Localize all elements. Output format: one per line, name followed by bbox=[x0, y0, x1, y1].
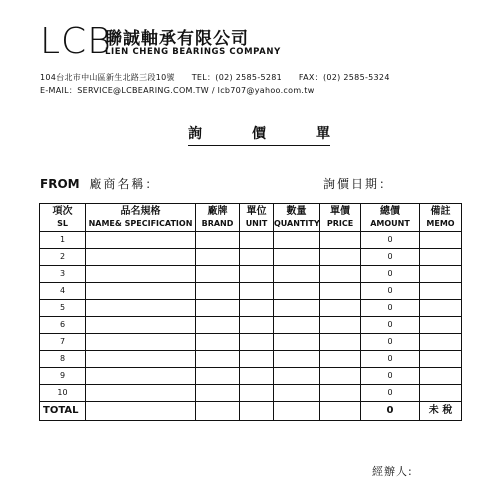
row-memo[interactable] bbox=[420, 385, 462, 402]
row-price[interactable] bbox=[320, 283, 361, 300]
row-name-spec[interactable] bbox=[86, 283, 196, 300]
row-quantity[interactable] bbox=[274, 266, 320, 283]
row-price[interactable] bbox=[320, 317, 361, 334]
col-header-name: 品名規格 NAME& SPECIFICATION bbox=[86, 204, 196, 232]
row-memo[interactable] bbox=[420, 300, 462, 317]
row-quantity[interactable] bbox=[274, 283, 320, 300]
row-brand[interactable] bbox=[196, 368, 240, 385]
row-memo[interactable] bbox=[420, 266, 462, 283]
total-amount: 0 bbox=[361, 402, 420, 421]
table-row bbox=[40, 300, 462, 317]
inquiry-date-label: 詢價日期： bbox=[323, 177, 394, 191]
row-price[interactable] bbox=[320, 300, 361, 317]
row-price[interactable] bbox=[320, 368, 361, 385]
email-line: E-MAIL：SERVICE@LCBEARING.COM.TW / lcb707@yahoo.com.tw bbox=[40, 86, 315, 95]
fax-text: FAX：(02) 2585-5324 bbox=[298, 73, 390, 82]
total-label: TOTAL bbox=[40, 402, 86, 421]
table-row bbox=[40, 249, 462, 266]
row-memo[interactable] bbox=[420, 283, 462, 300]
row-quantity[interactable] bbox=[274, 385, 320, 402]
total-memo: 未 稅 bbox=[420, 402, 462, 421]
row-unit[interactable] bbox=[240, 351, 274, 368]
col-header-amount: 總價 AMOUNT bbox=[361, 204, 420, 232]
tel-text: TEL：(02) 2585-5281 bbox=[191, 73, 283, 82]
row-amount: 0 bbox=[361, 351, 420, 368]
row-sl: 1 bbox=[40, 232, 86, 249]
row-unit[interactable] bbox=[240, 317, 274, 334]
table-row bbox=[40, 351, 462, 368]
row-amount: 0 bbox=[361, 283, 420, 300]
row-price[interactable] bbox=[320, 351, 361, 368]
table-row bbox=[40, 283, 462, 300]
row-price[interactable] bbox=[320, 249, 361, 266]
total-cell[interactable] bbox=[196, 402, 240, 421]
row-quantity[interactable] bbox=[274, 300, 320, 317]
title-char: 價 bbox=[252, 126, 266, 142]
col-header-brand: 廠牌 BRAND bbox=[196, 204, 240, 232]
vendor-name-label: 廠商名稱： bbox=[89, 177, 160, 191]
row-sl: 4 bbox=[40, 283, 86, 300]
total-cell[interactable] bbox=[320, 402, 361, 421]
col-header-memo: 備註 MEMO bbox=[420, 204, 462, 232]
row-sl: 8 bbox=[40, 351, 86, 368]
row-name-spec[interactable] bbox=[86, 300, 196, 317]
contact-line bbox=[40, 72, 404, 83]
total-cell[interactable] bbox=[274, 402, 320, 421]
row-sl: 6 bbox=[40, 317, 86, 334]
table-row bbox=[40, 266, 462, 283]
row-name-spec[interactable] bbox=[86, 385, 196, 402]
row-brand[interactable] bbox=[196, 232, 240, 249]
row-unit[interactable] bbox=[240, 283, 274, 300]
total-cell[interactable] bbox=[86, 402, 196, 421]
row-name-spec[interactable] bbox=[86, 232, 196, 249]
table-row bbox=[40, 232, 462, 249]
row-brand[interactable] bbox=[196, 385, 240, 402]
col-header-sl: 項次 SL bbox=[40, 204, 86, 232]
row-unit[interactable] bbox=[240, 266, 274, 283]
row-sl: 9 bbox=[40, 368, 86, 385]
row-name-spec[interactable] bbox=[86, 351, 196, 368]
title-char: 詢 bbox=[188, 126, 202, 142]
col-header-quantity: 數量 QUANTITY bbox=[274, 204, 320, 232]
row-unit[interactable] bbox=[240, 300, 274, 317]
row-unit[interactable] bbox=[240, 232, 274, 249]
row-memo[interactable] bbox=[420, 368, 462, 385]
row-name-spec[interactable] bbox=[86, 317, 196, 334]
from-row bbox=[40, 175, 460, 192]
row-quantity[interactable] bbox=[274, 368, 320, 385]
row-unit[interactable] bbox=[240, 249, 274, 266]
col-header-price: 單價 PRICE bbox=[320, 204, 361, 232]
row-amount: 0 bbox=[361, 368, 420, 385]
company-name-en: LIEN CHENG BEARINGS COMPANY bbox=[105, 47, 281, 57]
row-memo[interactable] bbox=[420, 351, 462, 368]
row-quantity[interactable] bbox=[274, 317, 320, 334]
row-memo[interactable] bbox=[420, 232, 462, 249]
row-price[interactable] bbox=[320, 266, 361, 283]
quote-table bbox=[39, 203, 462, 421]
row-sl: 3 bbox=[40, 266, 86, 283]
row-unit[interactable] bbox=[240, 385, 274, 402]
row-quantity[interactable] bbox=[274, 249, 320, 266]
row-name-spec[interactable] bbox=[86, 249, 196, 266]
row-brand[interactable] bbox=[196, 300, 240, 317]
address-text: 104台北市中山區新生北路三段10號 bbox=[40, 73, 175, 82]
row-amount: 0 bbox=[361, 334, 420, 351]
row-sl: 2 bbox=[40, 249, 86, 266]
row-price[interactable] bbox=[320, 334, 361, 351]
row-amount: 0 bbox=[361, 266, 420, 283]
table-header-row bbox=[40, 204, 462, 232]
row-brand[interactable] bbox=[196, 351, 240, 368]
row-memo[interactable] bbox=[420, 317, 462, 334]
row-brand[interactable] bbox=[196, 266, 240, 283]
handler-signature-label: 經辦人: bbox=[372, 465, 413, 478]
row-name-spec[interactable] bbox=[86, 368, 196, 385]
col-header-unit: 單位 UNIT bbox=[240, 204, 274, 232]
total-row bbox=[40, 402, 462, 421]
row-unit[interactable] bbox=[240, 368, 274, 385]
row-sl: 10 bbox=[40, 385, 86, 402]
row-price[interactable] bbox=[320, 385, 361, 402]
row-quantity[interactable] bbox=[274, 232, 320, 249]
row-sl: 7 bbox=[40, 334, 86, 351]
row-memo[interactable] bbox=[420, 249, 462, 266]
row-brand[interactable] bbox=[196, 249, 240, 266]
row-price[interactable] bbox=[320, 232, 361, 249]
row-memo[interactable] bbox=[420, 334, 462, 351]
company-logo: LCB bbox=[40, 21, 112, 62]
table-row bbox=[40, 368, 462, 385]
row-brand[interactable] bbox=[196, 283, 240, 300]
row-brand[interactable] bbox=[196, 317, 240, 334]
row-amount: 0 bbox=[361, 300, 420, 317]
title-char: 單 bbox=[316, 126, 330, 142]
table-row bbox=[40, 385, 462, 402]
row-sl: 5 bbox=[40, 300, 86, 317]
table-row bbox=[40, 334, 462, 351]
from-label: FROM bbox=[40, 177, 80, 191]
row-name-spec[interactable] bbox=[86, 334, 196, 351]
row-quantity[interactable] bbox=[274, 351, 320, 368]
row-unit[interactable] bbox=[240, 334, 274, 351]
document-title bbox=[188, 123, 330, 146]
row-name-spec[interactable] bbox=[86, 266, 196, 283]
row-amount: 0 bbox=[361, 317, 420, 334]
total-cell[interactable] bbox=[240, 402, 274, 421]
table-row bbox=[40, 317, 462, 334]
row-brand[interactable] bbox=[196, 334, 240, 351]
row-amount: 0 bbox=[361, 385, 420, 402]
company-name-zh: 聯誠軸承有限公司 bbox=[105, 29, 249, 49]
row-quantity[interactable] bbox=[274, 334, 320, 351]
row-amount: 0 bbox=[361, 232, 420, 249]
row-amount: 0 bbox=[361, 249, 420, 266]
